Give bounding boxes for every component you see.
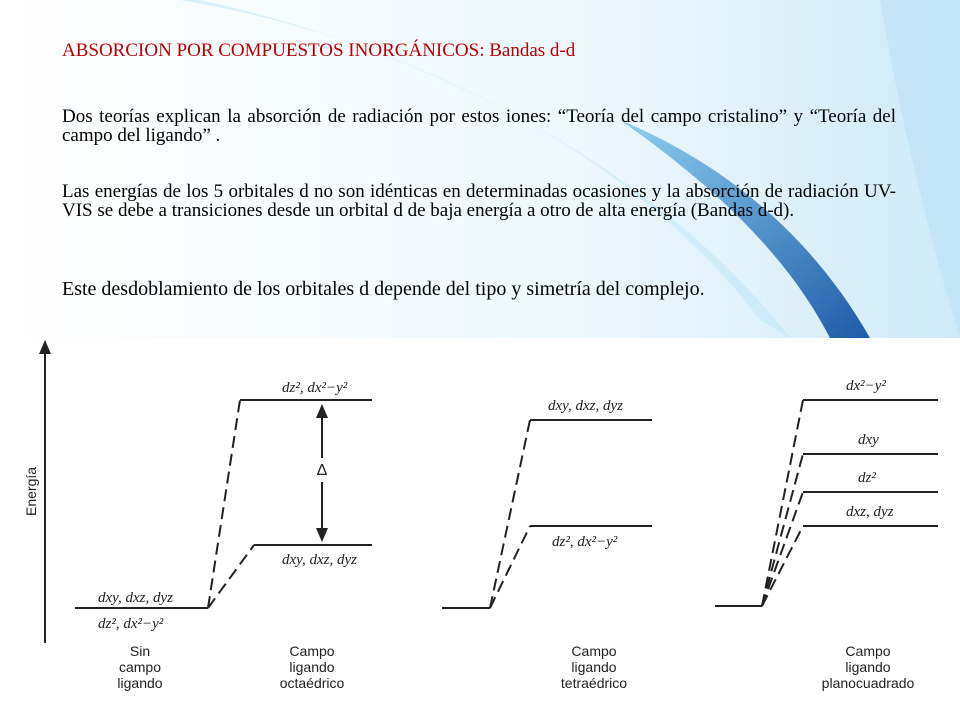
delta-symbol: Δ	[316, 462, 328, 479]
paragraph-theories: Dos teorías explican la absorción de radiación por estos iones: “Teoría del campo cristalino” y “Teoría del campo del ligando” .	[62, 106, 896, 146]
caption-free-line2: campo	[118, 659, 162, 675]
caption-tet-line1: Campo	[571, 643, 617, 659]
sq-label-2: dxy	[858, 432, 879, 448]
d-orbital-splitting-diagram	[0, 338, 960, 720]
caption-tet-line2: ligando	[571, 659, 617, 675]
tet-low-label: dz², dx²−y²	[552, 534, 618, 550]
caption-sq-line1: Campo	[845, 643, 891, 659]
paragraph-splitting: Este desdoblamiento de los orbitales d depende del tipo y simetría del complejo.	[62, 278, 705, 300]
free-bottom-label: dz², dx²−y²	[98, 616, 164, 632]
caption-oct-line2: ligando	[289, 659, 335, 675]
oct-low-label: dxy, dxz, dyz	[282, 552, 357, 568]
free-top-label: dxy, dxz, dyz	[98, 590, 173, 606]
sq-label-1: dx²−y²	[846, 378, 886, 394]
caption-tet-line3: tetraédrico	[560, 675, 628, 691]
paragraph-orbital-energies: Las energías de los 5 orbitales d no son idénticas en determinadas ocasiones y la absorción de radiación UV-VIS se debe a transiciones desde un orbital d de baja energía a otro de alta energía (Bandas d-d).	[62, 181, 896, 221]
caption-sq-line3: planocuadrado	[821, 675, 915, 691]
sq-label-3: dz²	[858, 470, 876, 486]
tet-high-label: dxy, dxz, dyz	[548, 398, 623, 414]
slide-title: ABSORCION POR COMPUESTOS INORGÁNICOS: Bandas d-d	[62, 40, 576, 61]
caption-free-line1: Sin	[129, 643, 151, 659]
caption-free-line3: ligando	[117, 675, 163, 691]
caption-sq-line2: ligando	[845, 659, 891, 675]
caption-oct-line1: Campo	[289, 643, 335, 659]
sq-label-4: dxz, dyz	[846, 504, 894, 520]
energy-axis-label: Energía	[23, 466, 39, 516]
caption-oct-line3: octaédrico	[279, 675, 345, 691]
oct-high-label: dz², dx²−y²	[282, 380, 348, 396]
